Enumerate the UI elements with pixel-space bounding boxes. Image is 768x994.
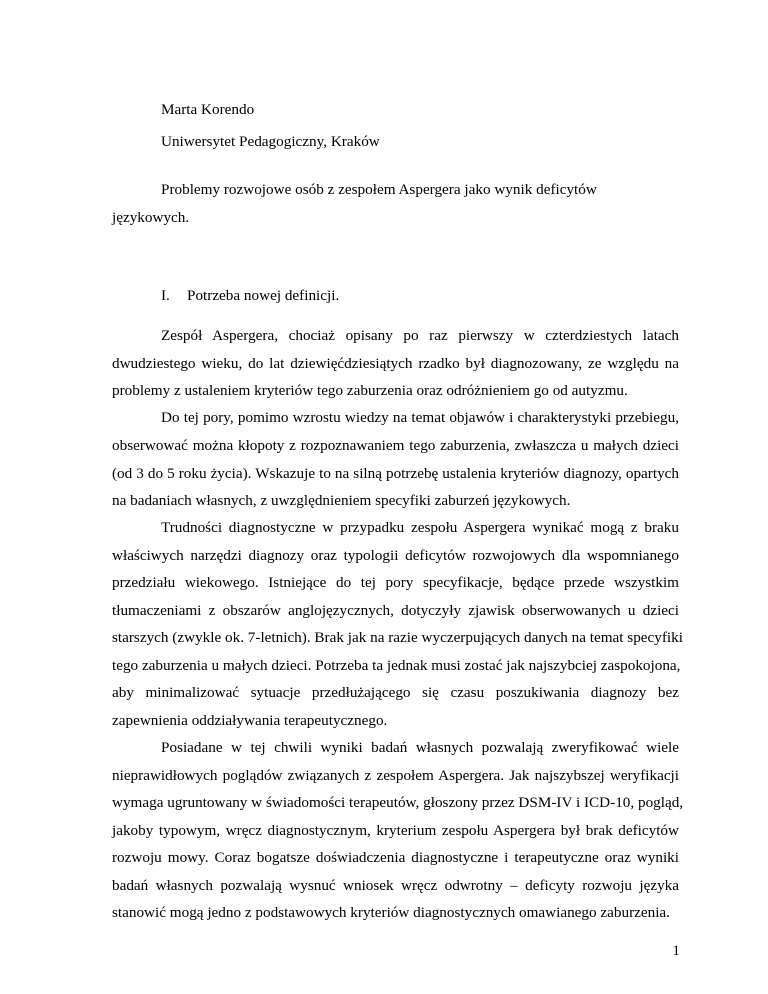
page-number: 1	[672, 942, 680, 959]
paragraph-2-line-4: na badaniach własnych, z uwzględnieniem specyfiki zaburzeń językowych.	[112, 492, 571, 509]
paragraph-1-line-1: Zespół Aspergera, chociaż opisany po raz pierwszy w czterdziestych latach	[161, 327, 679, 344]
paragraph-3-line-2: właściwych narzędzi diagnozy oraz typologii deficytów rozwojowych dla wspomnianego	[112, 547, 679, 564]
paragraph-2-line-1: Do tej pory, pomimo wzrostu wiedzy na temat objawów i charakterystyki przebiegu,	[161, 409, 679, 426]
paragraph-4-line-3: wymaga ugruntowany w świadomości terapeutów, głoszony przez DSM-IV i ICD-10, pogląd,	[112, 794, 684, 811]
author-affiliation: Uniwersytet Pedagogiczny, Kraków	[161, 133, 380, 150]
section-number: I.	[161, 287, 170, 304]
paragraph-3-line-1: Trudności diagnostyczne w przypadku zespołu Aspergera wynikać mogą z braku	[161, 519, 679, 536]
paragraph-4-line-7: stanowić mogą jedno z podstawowych kryteriów diagnostycznych omawianego zaburzenia.	[112, 904, 670, 921]
paragraph-3-line-8: zapewnienia oddziaływania terapeutycznego.	[112, 712, 388, 729]
paragraph-4-line-1: Posiadane w tej chwili wyniki badań własnych pozwalają zweryfikować wiele	[161, 739, 679, 756]
paragraph-3-line-5: starszych (zwykle ok. 7-letnich). Brak jak na razie wyczerpujących danych na temat specyfiki	[112, 629, 683, 646]
paragraph-1-line-2: dwudziestego wieku, do lat dziewięćdziesiątych rzadko był diagnozowany, ze względu na	[112, 355, 679, 372]
paragraph-3-line-7: aby minimalizować sytuacje przedłużającego się czasu poszukiwania diagnozy bez	[112, 684, 679, 701]
paragraph-3-line-6: tego zaburzenia u małych dzieci. Potrzeba ta jednak musi zostać jak najszybciej zaspokojona,	[112, 657, 681, 674]
paragraph-4-line-4: jakoby typowym, wręcz diagnostycznym, kryterium zespołu Aspergera był brak deficytów	[112, 822, 679, 839]
document-title-line-2: językowych.	[112, 209, 190, 226]
paragraph-3-line-4: tłumaczeniami z obszarów anglojęzycznych, dotyczyły zjawisk obserwowanych u dzieci	[112, 602, 679, 619]
section-heading: Potrzeba nowej definicji.	[187, 287, 340, 304]
paragraph-4-line-6: badań własnych pozwalają wysnuć wniosek wręcz odwrotny – deficyty rozwoju języka	[112, 877, 679, 894]
paragraph-2-line-2: obserwować można kłopoty z rozpoznawaniem tego zaburzenia, zwłaszcza u małych dzieci	[112, 437, 679, 454]
paragraph-1-line-3: problemy z ustaleniem kryteriów tego zaburzenia oraz odróżnieniem go od autyzmu.	[112, 382, 628, 399]
paragraph-4-line-2: nieprawidłowych poglądów związanych z zespołem Aspergera. Jak najszybszej weryfikacji	[112, 767, 679, 784]
paragraph-3-line-3: przedziału wiekowego. Istniejące do tej pory specyfikacje, będące przede wszystkim	[112, 574, 679, 591]
author-name: Marta Korendo	[161, 101, 255, 118]
document-title-line-1: Problemy rozwojowe osób z zespołem Aspergera jako wynik deficytów	[161, 181, 597, 198]
paragraph-4-line-5: rozwoju mowy. Coraz bogatsze doświadczenia diagnostyczne i terapeutyczne oraz wyniki	[112, 849, 679, 866]
paragraph-2-line-3: (od 3 do 5 roku życia). Wskazuje to na silną potrzebę ustalenia kryteriów diagnozy, opartych	[112, 465, 679, 482]
